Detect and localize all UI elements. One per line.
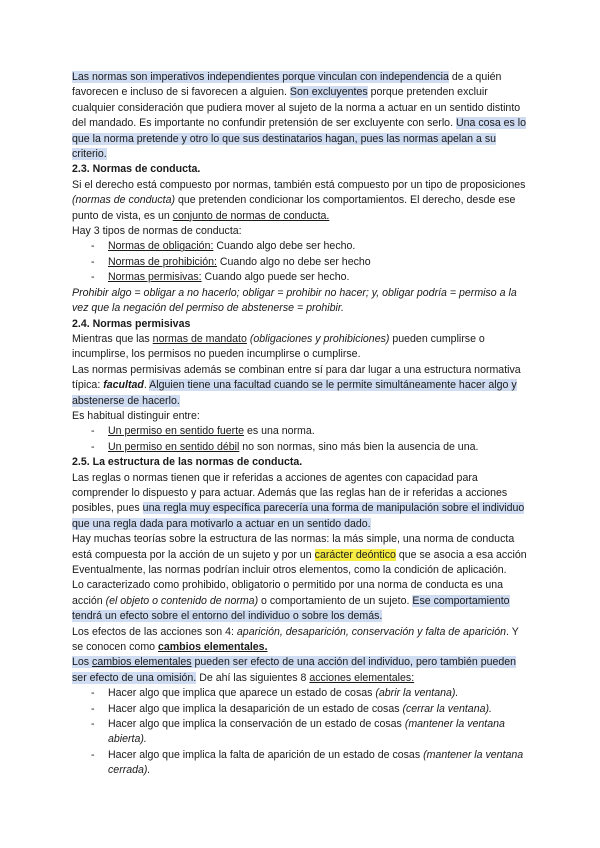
paragraph-teorias-estructura: Hay muchas teorías sobre la estructura de las normas: la más simple, una norma de conducta está compuesta por la acción de un sujeto y por un carácter deóntico que se asocia a esa acción Eventualmente, las normas podrían incluir otros elementos, como la condición de aplicación.: [72, 533, 527, 576]
paragraph-normas-imperativos: Las normas son imperativos independientes porque vinculan con independencia de a quién favorecen e incluso de si favorecen a alguien. Son excluyentes porque pretenden excluir cualquier consideración que pudiera mover al sujeto de la norma a actuar en un sentido distinto del mandado. Es importante no confundir pretensión de ser excluyente con serlo. Una cosa es lo que la norma pretende y otro lo que sus destinatarios hagan, pues las normas apelan a su criterio.: [72, 71, 527, 161]
highlight-blue: Las normas son imperativos independientes porque vinculan con independencia: [72, 71, 449, 83]
list-acciones-elementales: [72, 686, 530, 778]
list-item: - Hacer algo que implica la conservación de un estado de cosas (mantener la ventana abierta).: [108, 717, 530, 748]
paragraph-normas-mandato: Mientras que las normas de mandato (obligaciones y prohibiciones) pueden cumplirse o incumplirse, los permisos no pueden incumplirse o cumplirse.: [72, 332, 485, 361]
highlight-blue: Los cambios elementales pueden ser efecto de una acción del individuo, pero también pueden ser efecto de una omisión.: [72, 656, 517, 684]
list-item: - Hacer algo que implica la falta de aparición de un estado de cosas (mantener la ventana cerrada).: [108, 748, 530, 779]
highlight-blue: Una cosa es lo que la norma pretende y otro lo que sus destinatarios hagan, pues las normas apelan a su criterio.: [72, 117, 527, 161]
list-tipos-normas: [72, 239, 530, 285]
heading-2-4: 2.4. Normas permisivas: [72, 317, 191, 330]
heading-2-3: 2.3. Normas de conducta.: [72, 163, 201, 176]
list-item: - Un permiso en sentido débil no son normas, sino más bien la ausencia de una.: [108, 440, 530, 455]
highlight-yellow: carácter deóntico: [314, 548, 396, 561]
list-item: - Normas de prohibición: Cuando algo no debe ser hecho: [108, 255, 530, 270]
list-permisos: [72, 424, 530, 455]
list-item: - Normas de obligación: Cuando algo debe ser hecho.: [108, 239, 530, 254]
heading-2-5: 2.5. La estructura de las normas de conducta.: [72, 456, 303, 469]
highlight-blue: Alguien tiene una facultad cuando se le permite simultáneamente hacer algo y abstenerse de hacerlo.: [72, 379, 517, 407]
highlight-blue: Ese comportamiento tendrá un efecto sobre el entorno del individuo o sobre los demás.: [72, 594, 510, 623]
list-item: - Normas permisivas: Cuando algo puede ser hecho.: [108, 270, 530, 285]
paragraph-caracterizado: Lo caracterizado como prohibido, obligatorio o permitido por una norma de conducta es una acción (el objeto o contenido de norma) o comportamiento de un sujeto. Ese comportamiento tendrá un efecto sobre el entorno del individuo o sobre los demás.: [72, 579, 510, 623]
highlight-blue: una regla muy específica parecería una forma de manipulación sobre el individuo que una regla dada para motivarlo a actuar en un sentido dado.: [72, 502, 525, 530]
paragraph-distinguir: Es habitual distinguir entre:: [72, 409, 200, 422]
list-item: - Un permiso en sentido fuerte es una norma.: [108, 424, 530, 439]
document-body: [72, 70, 530, 779]
list-item: - Hacer algo que implica que aparece un estado de cosas (abrir la ventana).: [108, 686, 530, 701]
paragraph-prohibir-obligar: Prohibir algo = obligar a no hacerlo; obligar = prohibir no hacer; y, obligar podría = permiso a la vez que la negación del permiso de abstenerse = prohibir.: [72, 286, 517, 315]
paragraph-derecho-normas: Si el derecho está compuesto por normas, también está compuesto por un tipo de proposiciones (normas de conducta) que pretenden condicionar los comportamientos. El derecho, desde ese punto de vista, es un conjunto de normas de conducta.: [72, 178, 526, 222]
paragraph-reglas-acciones: Las reglas o normas tienen que ir referidas a acciones de agentes con capacidad para comprender lo dispuesto y para actuar. Además que las reglas han de ir referidas a acciones posibles, pues una regla muy específica parecería una forma de manipulación sobre el individuo que una regla dada para motivarlo a actuar en un sentido dado.: [72, 471, 525, 530]
paragraph-tipos-normas: Hay 3 tipos de normas de conducta:: [72, 225, 242, 238]
list-item: - Hacer algo que implica la desaparición de un estado de cosas (cerrar la ventana).: [108, 702, 530, 717]
highlight-blue: Son excluyentes: [289, 86, 368, 99]
paragraph-efectos: Los efectos de las acciones son 4: aparición, desaparición, conservación y falta de aparición. Y se conocen como cambios elementales.: [72, 625, 519, 654]
paragraph-cambios-elementales: Los cambios elementales pueden ser efecto de una acción del individuo, pero también pueden ser efecto de una omisión. De ahí las siguientes 8 acciones elementales:: [72, 656, 517, 684]
paragraph-facultad: Las normas permisivas además se combinan entre sí para dar lugar a una estructura normativa típica: facultad. Alguien tiene una facultad cuando se le permite simultáneamente hacer algo y abstenerse de hacerlo.: [72, 363, 521, 407]
